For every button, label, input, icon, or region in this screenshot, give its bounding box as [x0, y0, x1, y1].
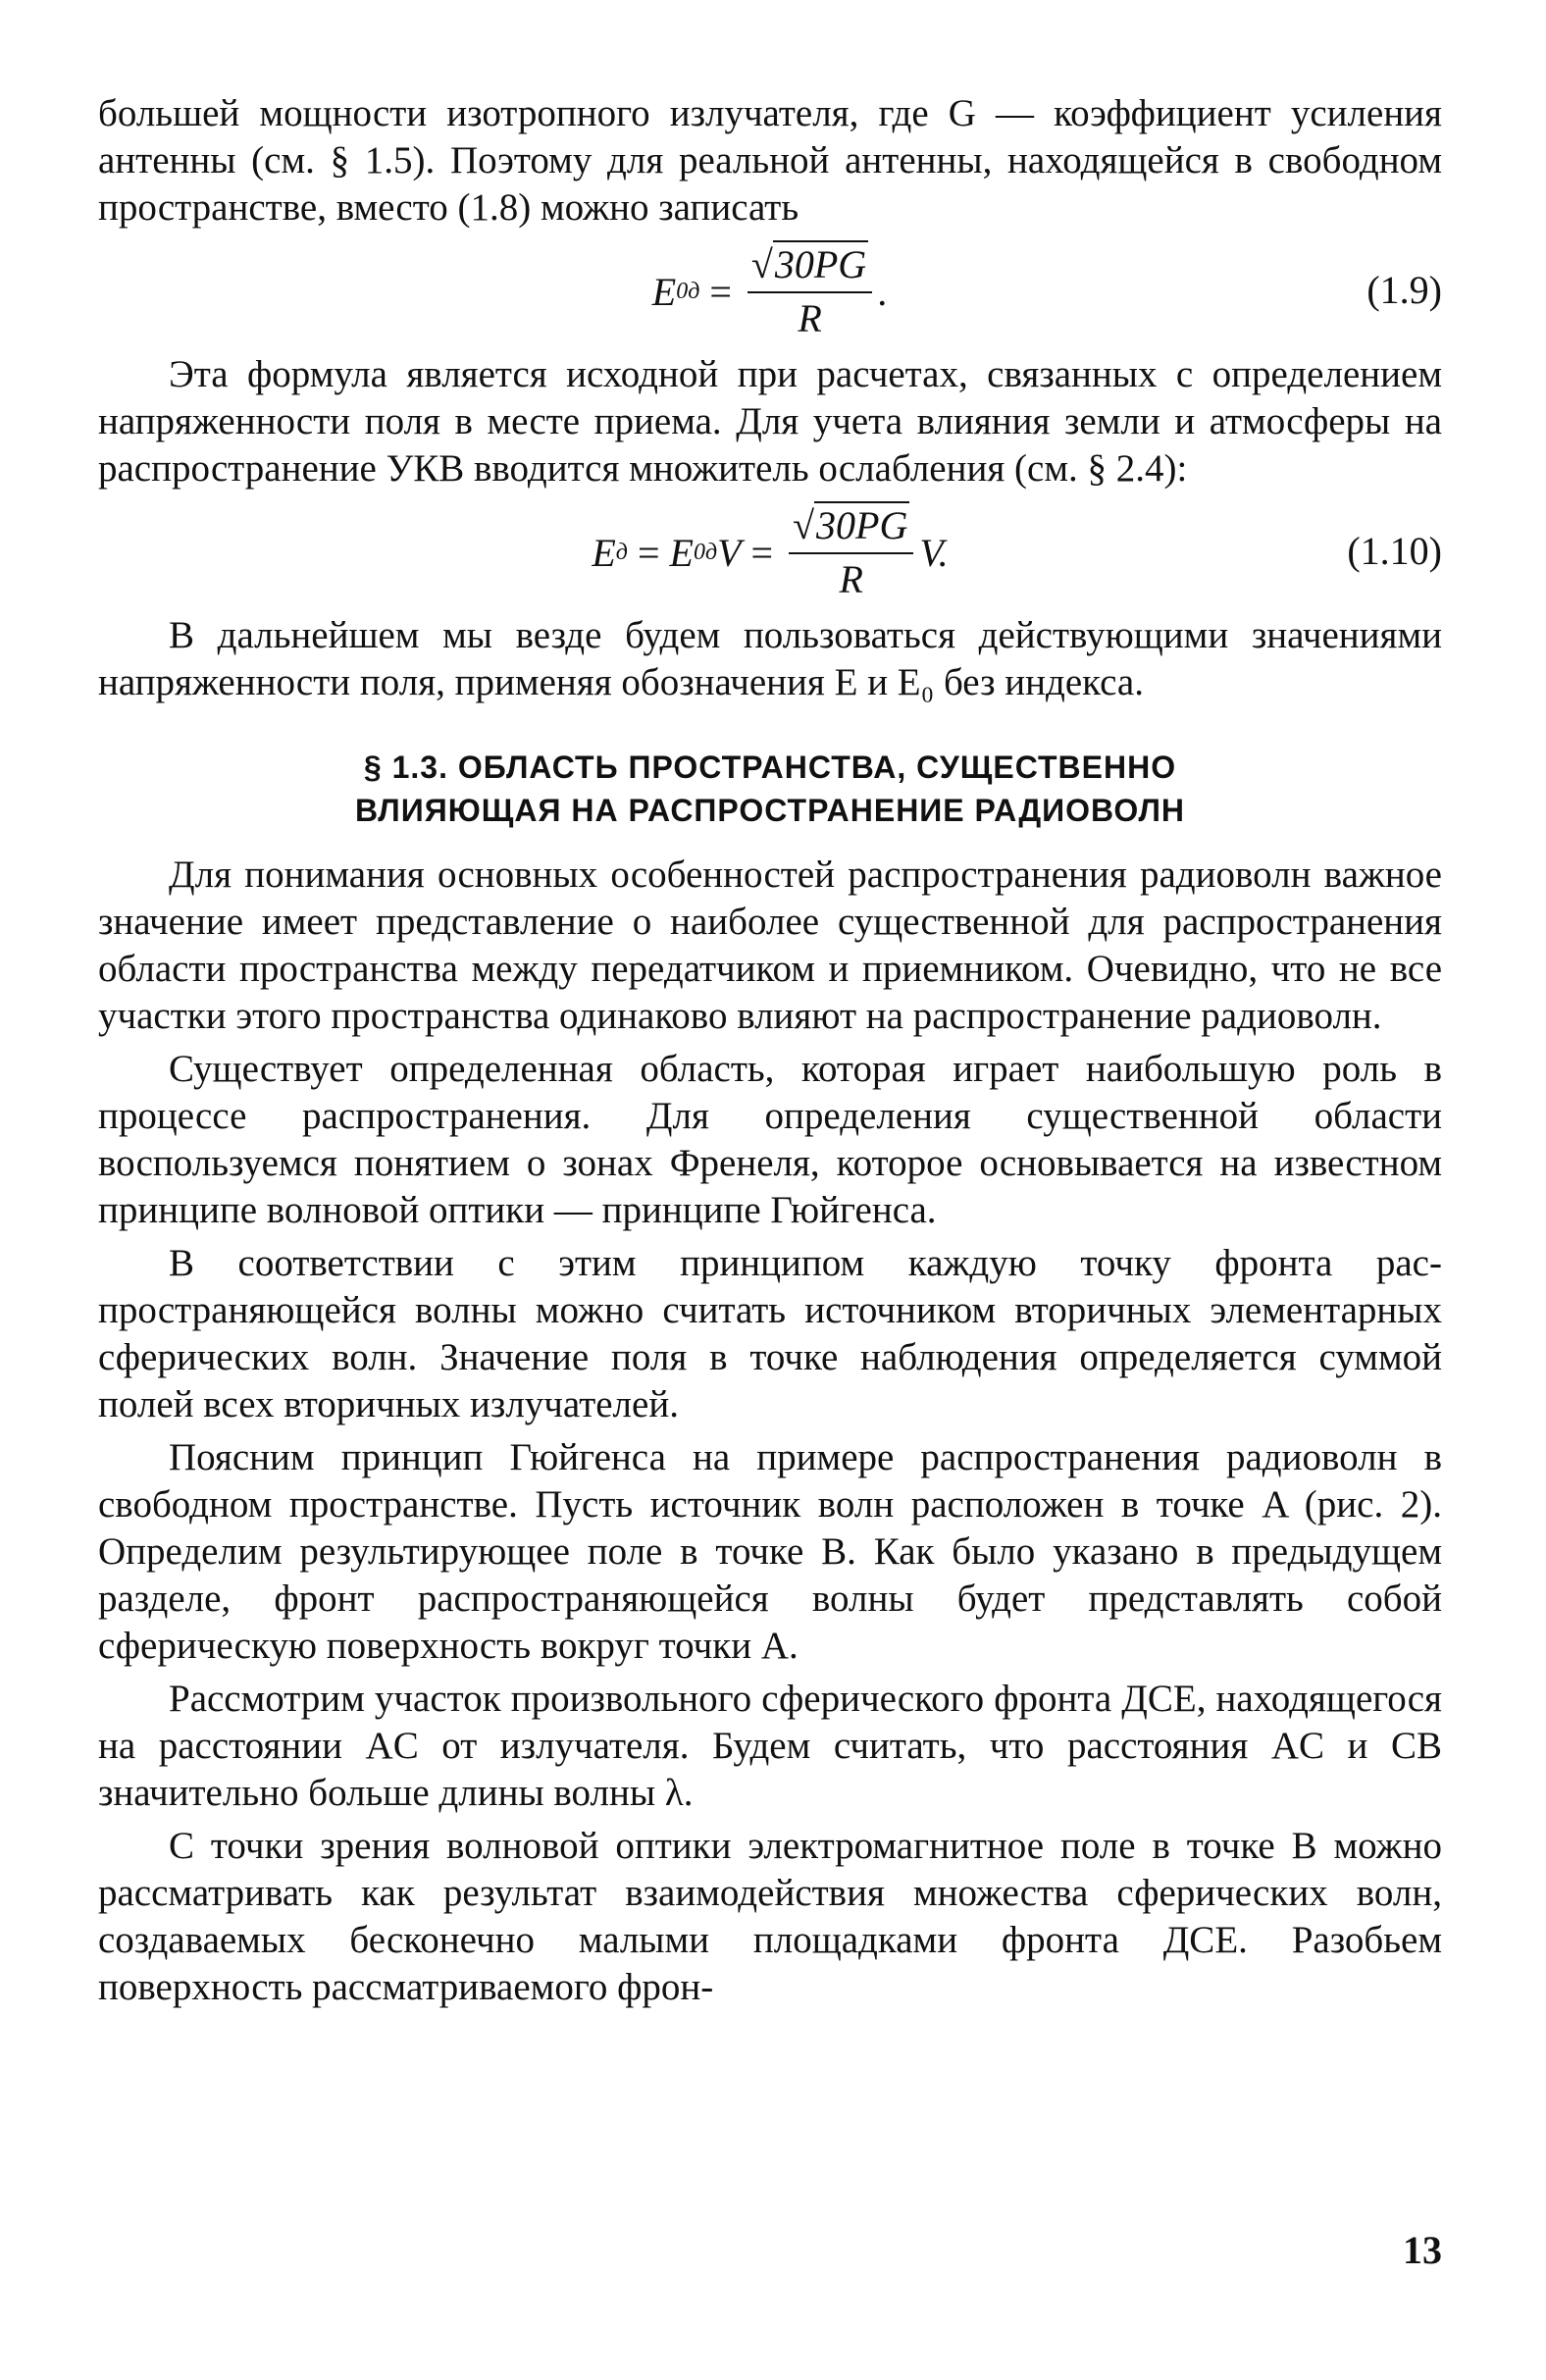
formula-1-9-denominator: R [798, 296, 822, 340]
section-heading-line-1: § 1.3. ОБЛАСТЬ ПРОСТРАНСТВА, СУЩЕСТВЕННО [363, 750, 1177, 785]
formula-1-10 [98, 492, 1442, 612]
paragraph-notation: В дальнейшем мы везде будем пользоваться действующими значениями напряженности поля, применяя обозначения E и E₀ без индекса. [98, 614, 1442, 703]
paragraph-4: Поясним принцип Гюйгенса на примере распространения радиоволн в свободном пространстве. Пусть источник волн расположен в точке A (рис. 2). Определим результирующее поле в точке B. Как было указано в предыдущем разделе, фронт распространяющейся волны будет представлять собой сферическую поверхность вокруг точки A. [98, 1436, 1442, 1667]
paragraph-3: В соответствии с этим принципом каждую точку фронта распространяющейся волны можно считать источником вторичных элементарных сферических волн. Значение поля в точке наблюдения определяется суммой полей всех вторичных излучателей. [98, 1242, 1442, 1425]
section-heading-line-2: ВЛИЯЮЩАЯ НА РАСПРОСТРАНЕНИЕ РАДИОВОЛН [354, 793, 1186, 828]
formula-1-10-equals-1: = [637, 530, 660, 575]
formula-1-10-number: (1.10) [1347, 529, 1442, 573]
section-heading [98, 746, 1442, 832]
formula-1-10-radicand: 30PG [816, 503, 908, 547]
paragraph-formula-usage: Эта формула является исходной при расчетах, связанных с определением напряженности поля в месте приема. Для учета влияния земли и атмосферы на распространение УКВ вводится множитель ослабления (см. § 2.4): [98, 353, 1442, 490]
formula-1-9 [98, 232, 1442, 351]
paragraph-5: Рассмотрим участок произвольного сферического фронта ДСЕ, находящегося на расстоянии AC от излучателя. Будем считать, что расстояния AC и CB значительно больше длины волны λ. [98, 1678, 1442, 1814]
formula-1-9-numerator [747, 241, 872, 293]
formula-1-10-mid-factor: V [717, 530, 742, 575]
formula-1-10-mid-subscript: 0д [693, 539, 718, 565]
paragraph-continuation: большей мощности изотропного излучателя, где G — коэффициент усиления антенны (см. § 1.5). Поэтому для реальной антенны, находящейся в свободном пространстве, вместо (1.8) можно записать [98, 92, 1442, 229]
formula-1-10-expression [98, 502, 1442, 602]
formula-1-10-numerator [789, 502, 913, 554]
formula-1-9-number: (1.9) [1366, 268, 1442, 312]
formula-1-9-radicand: 30PG [774, 242, 867, 286]
formula-1-10-lhs-subscript: д [615, 539, 628, 565]
formula-1-9-expression [98, 241, 1442, 341]
formula-1-10-tail: V. [919, 530, 949, 575]
formula-1-9-radical-sign: √ [750, 242, 773, 286]
formula-1-10-fraction [789, 502, 913, 602]
paragraph-2: Существует определенная область, которая играет наибольшую роль в процессе распространения. Для определения существенной области воспользуемся понятием о зонах Френеля, которое основывается на известном принципе волновой оптики — принципе Гюйгенса. [98, 1048, 1442, 1231]
formula-1-9-period: . [878, 269, 889, 314]
formula-1-9-lhs: E [651, 269, 677, 314]
formula-1-9-equals: = [709, 269, 732, 314]
formula-1-10-mid: E [669, 530, 694, 575]
formula-1-9-fraction [747, 241, 872, 341]
formula-1-9-lhs-subscript: 0д [676, 278, 700, 304]
formula-1-10-radical-sign: √ [793, 503, 815, 547]
formula-1-10-equals-2: = [750, 530, 774, 575]
paragraph-6: С точки зрения волновой оптики электромагнитное поле в точке B можно рассматривать как результат взаимодействия множества сферических волн, создаваемых бесконечно малыми площадками фронта ДСЕ. Разобьем поверхность рассматриваемого фрон- [98, 1825, 1442, 2008]
formula-1-10-lhs: E [592, 530, 616, 575]
paragraph-1: Для понимания основных особенностей распространения радиоволн важное значение имеет представление о наиболее существенной для распространения области пространства между передатчиком и приемником. Очевидно, что не все участки этого пространства одинаково влияют на распространение радиоволн. [98, 854, 1442, 1037]
page-number: 13 [1403, 2228, 1442, 2272]
formula-1-10-denominator: R [839, 557, 863, 601]
